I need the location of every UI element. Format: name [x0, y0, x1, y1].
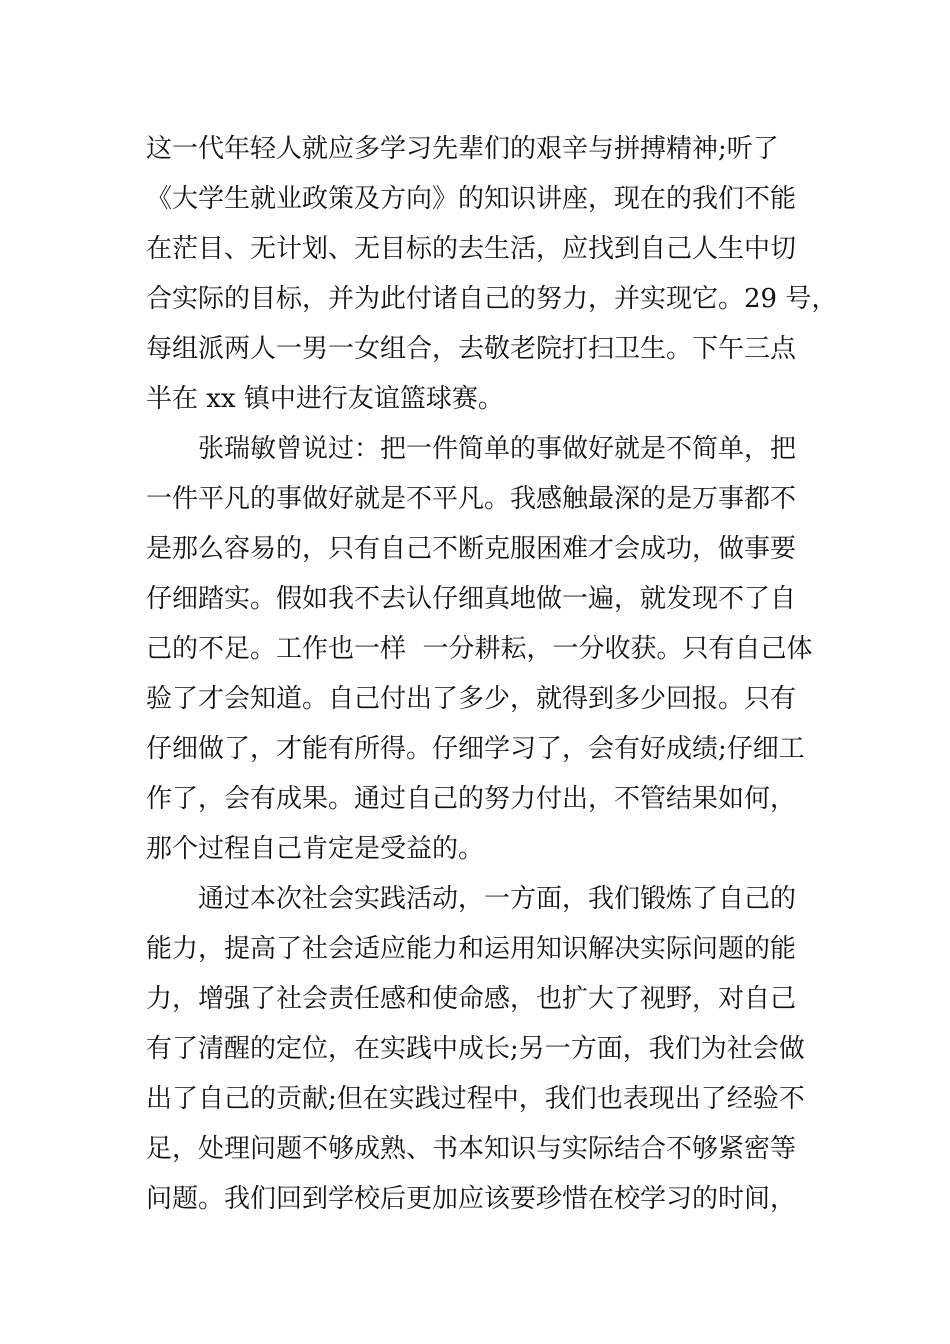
text-line: 通过本次社会实践活动，一方面，我们锻炼了自己的 [146, 884, 797, 914]
text-line: 力，增强了社会责任感和使命感，也扩大了视野，对自己 [146, 984, 797, 1014]
text-line: 张瑞敏曾说过：把一件简单的事做好就是不简单，把 [146, 434, 797, 464]
document-body [146, 124, 836, 1224]
text-line: 仔细踏实。假如我不去认仔细真地做一遍，就发现不了自 [146, 584, 797, 614]
text-line: 《大学生就业政策及方向》的知识讲座，现在的我们不能 [146, 184, 797, 214]
text-line: 这一代年轻人就应多学习先辈们的艰辛与拼搏精神;听了 [146, 134, 779, 164]
text-line: 是那么容易的，只有自己不断克服困难才会成功，做事要 [146, 534, 797, 564]
text-line: 出了自己的贡献;但在实践过程中，我们也表现出了经验不 [146, 1084, 805, 1114]
text-line: 那个过程自己肯定是受益的。 [146, 834, 485, 864]
text-line: 合实际的目标，并为此付诸自己的努力，并实现它。29 号， [146, 284, 838, 314]
text-line: 己的不足。工作也一样 一分耕耘，一分收获。只有自己体 [146, 634, 813, 664]
text-line: 验了才会知道。自己付出了多少，就得到多少回报。只有 [146, 684, 797, 714]
text-line: 作了，会有成果。通过自己的努力付出，不管结果如何， [146, 784, 797, 814]
text-line: 问题。我们回到学校后更加应该要珍惜在校学习的时间， [146, 1184, 797, 1214]
text-line: 足，处理问题不够成熟、书本知识与实际结合不够紧密等 [146, 1134, 797, 1164]
text-line: 有了清醒的定位，在实践中成长;另一方面，我们为社会做 [146, 1034, 805, 1064]
text-line: 一件平凡的事做好就是不平凡。我感触最深的是万事都不 [146, 484, 797, 514]
text-line: 仔细做了，才能有所得。仔细学习了，会有好成绩;仔细工 [146, 734, 805, 764]
text-line: 每组派两人一男一女组合，去敬老院打扫卫生。下午三点 [146, 334, 797, 364]
text-line: 在茫目、无计划、无目标的去生活，应找到自己人生中切 [146, 234, 797, 264]
text-line: 能力，提高了社会适应能力和运用知识解决实际问题的能 [146, 934, 797, 964]
text-line: 半在 xx 镇中进行友谊篮球赛。 [146, 384, 504, 414]
